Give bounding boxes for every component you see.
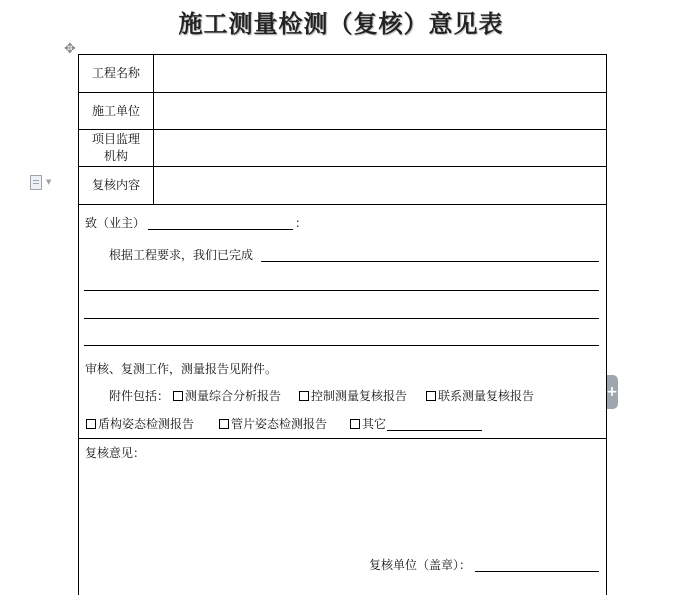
contractor-label: 施工单位 [91,103,140,118]
checkbox[interactable] [299,391,309,401]
option-connection-survey[interactable] [426,388,534,404]
option-label: 盾构姿态检测报告 [98,417,195,431]
attachments-label: 附件包括： [109,389,170,403]
checkbox[interactable] [219,419,229,429]
to-owner-colon: ： [295,216,308,230]
option-label: 管片姿态检测报告 [231,417,328,431]
option-other[interactable] [350,416,386,432]
intro-text: 根据工程要求，我们已完成 [109,248,254,262]
review-content-label: 复核内容 [91,178,140,192]
owner-blank[interactable] [148,229,293,230]
review-content-field[interactable] [155,167,603,203]
review-opinion-field[interactable] [85,463,599,553]
row-divider [79,204,606,205]
label-column-divider [153,55,154,205]
review-statement: 审核、复测工作，测量报告见附件。 [85,362,278,376]
option-label: 测量综合分析报告 [185,389,282,403]
project-name-field[interactable] [155,56,603,91]
to-owner-label: 致（业主） [85,216,146,230]
option-label: 联系测量复核报告 [438,389,535,403]
other-blank[interactable] [387,430,482,431]
supervision-label: 项目监理 机构 [91,132,140,163]
sign-label: 复核单位（盖章）： [369,558,472,572]
sign-blank[interactable] [475,571,599,572]
blank-line[interactable] [84,318,599,319]
review-form-table [78,54,607,595]
option-segment-attitude[interactable] [219,416,327,432]
option-control-survey[interactable] [299,388,407,404]
move-table-icon[interactable]: ✥ [64,41,76,57]
checkbox[interactable] [350,419,360,429]
option-label: 其它 [362,417,387,431]
page-title: 施工测量检测（复核）意见表 [178,10,504,38]
document-options-icon[interactable]: ▼ [30,175,60,191]
option-survey-analysis[interactable] [173,388,281,404]
supervision-field[interactable] [155,130,603,165]
blank-line[interactable] [84,345,599,346]
project-name-label: 工程名称 [91,66,140,80]
checkbox[interactable] [426,391,436,401]
add-row-icon[interactable]: + [606,375,618,409]
contractor-field[interactable] [155,93,603,128]
blank-line[interactable] [84,290,599,291]
section-divider [79,438,606,439]
option-shield-attitude[interactable] [86,416,194,432]
review-opinion-label: 复核意见： [85,446,146,460]
completed-blank[interactable] [261,261,599,262]
checkbox[interactable] [173,391,183,401]
option-label: 控制测量复核报告 [311,389,408,403]
checkbox[interactable] [86,419,96,429]
